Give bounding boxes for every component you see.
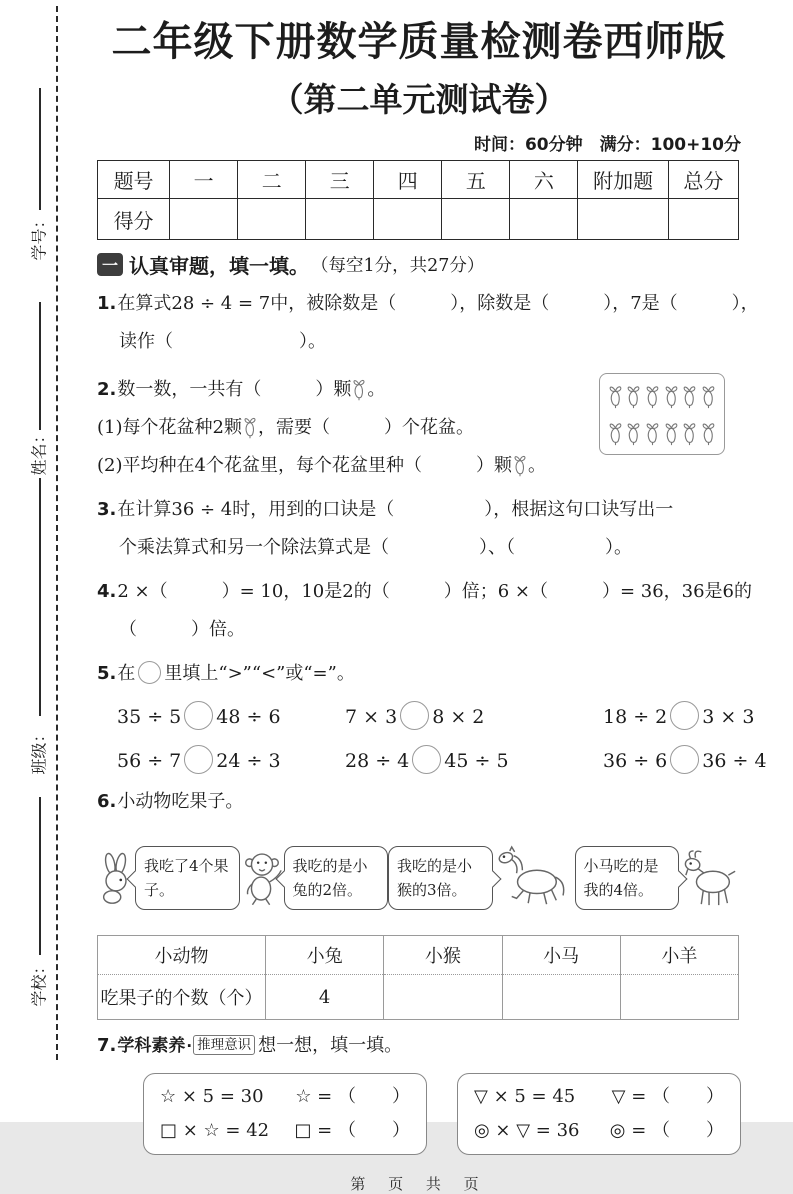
comparison-circle (412, 745, 441, 774)
score-col-header: 四 (374, 161, 442, 199)
radish-icon (664, 420, 679, 446)
radish-icon (626, 420, 641, 446)
q2-sub2-end: 。 (527, 455, 546, 476)
animal-table-header: 小动物 (98, 936, 266, 975)
score-table (97, 160, 739, 240)
q6-animal-table (97, 935, 739, 1020)
q5-expression: 35 ÷ 5 (117, 706, 182, 728)
comparison-item (117, 701, 345, 733)
q5-number: 5. (97, 663, 117, 684)
comparison-circle (670, 745, 699, 774)
page-title: 二年级下册数学质量检测卷西师版 (111, 19, 727, 65)
q3-line2: 个乘法算式和另一个除法算式是（ ）、（ ）。 (119, 537, 632, 558)
score-cell (306, 199, 374, 240)
equation-text: ◎ × ▽ = 36 (474, 1120, 580, 1141)
score-cell (668, 199, 738, 240)
animal-table-cell (502, 975, 620, 1020)
q7-badge-tag: 推理意识 (193, 1035, 255, 1055)
q2-sub2: (2)平均种在4个花盆里，每个花盆里种（ ）颗 (97, 455, 512, 476)
radish-icon (608, 383, 623, 409)
comparison-circle (184, 745, 213, 774)
score-cell (442, 199, 510, 240)
score-col-header: 一 (170, 161, 238, 199)
score-cell (170, 199, 238, 240)
q5-expression: 28 ÷ 4 (345, 750, 410, 772)
q1-line1: 在算式28 ÷ 4 = 7中，被除数是（ ），除数是（ ），7是（ ）， (117, 293, 759, 314)
radish-icon (682, 420, 697, 446)
q5-expression: 18 ÷ 2 (603, 706, 668, 728)
answer-blank: □ = （ ） (294, 1120, 410, 1141)
question-7 (97, 1026, 741, 1155)
q5-comparison-grid (97, 701, 767, 777)
answer-blank: ◎ = （ ） (609, 1120, 724, 1141)
answer-blank: ☆ = （ ） (295, 1086, 410, 1107)
equation-text: ☆ × 5 = 30 (160, 1086, 264, 1107)
q5-expression: 45 ÷ 5 (444, 750, 509, 772)
q1-number: 1. (97, 293, 117, 314)
comparison-item (603, 745, 767, 777)
horse-icon (493, 847, 575, 909)
comparison-item (117, 745, 345, 777)
q5-title-pre: 在 (117, 663, 136, 684)
q5-expression: 48 ÷ 6 (216, 706, 281, 728)
speech-bubble-goat: 小马吃的是我的4倍。 (575, 846, 680, 910)
sidebar-label-student-id: 学号： (29, 212, 49, 261)
q4-line1: 2 ×（ ）= 10，10是2的（ ）倍；6 ×（ ）= 36，36是6的 (117, 581, 753, 602)
q2-intro: 数一数，一共有（ ）颗 (117, 379, 352, 400)
q5-expression: 7 × 3 (345, 706, 398, 728)
q5-title-post: 里填上“>”“<”或“=”。 (164, 663, 355, 684)
speech-bubble-rabbit: 我吃了4个果子。 (135, 846, 240, 910)
equation-box-a (143, 1073, 427, 1155)
score-corner: 题号 (98, 161, 170, 199)
animal-table-header: 小羊 (620, 936, 738, 975)
score-col-header: 三 (306, 161, 374, 199)
radish-icon (701, 420, 716, 446)
q1-line2: 读作（ ）。 (119, 331, 326, 352)
q7-badge-dot: · (186, 1037, 193, 1055)
score-col-header: 五 (442, 161, 510, 199)
sidebar-blank-line (39, 302, 41, 430)
section-one-icon: 一 (97, 253, 123, 276)
score-col-header: 二 (238, 161, 306, 199)
comparison-circle (400, 701, 429, 730)
q5-expression: 8 × 2 (432, 706, 485, 728)
cut-line (56, 6, 58, 1060)
radish-icon (682, 383, 697, 409)
equation-box-b (457, 1073, 741, 1155)
animal-table-header: 小马 (502, 936, 620, 975)
q3-number: 3. (97, 499, 117, 520)
q6-animal-row (97, 831, 741, 925)
sidebar-blank-line (39, 797, 41, 955)
radish-icon (664, 383, 679, 409)
animal-table-cell: 4 (266, 975, 384, 1020)
question-5 (97, 655, 767, 777)
exam-info: 时间：60分钟 满分：100+10分 (473, 135, 741, 155)
score-cell (510, 199, 578, 240)
question-4 (97, 573, 753, 649)
q4-number: 4. (97, 581, 117, 602)
score-col-header: 总分 (668, 161, 738, 199)
section-one-title: 认真审题，填一填。 (129, 254, 309, 278)
q2-intro-end: 。 (367, 379, 386, 400)
q5-expression: 36 ÷ 6 (603, 750, 668, 772)
comparison-item (345, 701, 603, 733)
answer-blank: ▽ = （ ） (611, 1086, 724, 1107)
comparison-item (603, 701, 767, 733)
question-1 (97, 285, 759, 361)
animal-table-cell (620, 975, 738, 1020)
comparison-circle (184, 701, 213, 730)
q3-line1: 在计算36 ÷ 4时，用到的口诀是（ ），根据这句口诀写出一 (117, 499, 674, 520)
equation-text: ▽ × 5 = 45 (474, 1086, 576, 1107)
comparison-circle (138, 661, 161, 684)
radish-box (599, 373, 725, 455)
goat-icon (679, 849, 741, 907)
radish-icon (243, 416, 257, 438)
score-col-header: 附加题 (578, 161, 668, 199)
score-cell (578, 199, 668, 240)
page-subtitle: （第二单元测试卷） (270, 80, 568, 119)
score-cell (374, 199, 442, 240)
q6-title: 小动物吃果子。 (117, 791, 244, 812)
q7-boxes (143, 1073, 741, 1155)
question-6 (97, 783, 741, 1020)
radish-icon (645, 420, 660, 446)
sidebar-blank-line (39, 88, 41, 210)
speech-bubble-monkey: 我吃的是小兔的2倍。 (284, 846, 389, 910)
score-row-label: 得分 (98, 199, 170, 240)
score-cell (238, 199, 306, 240)
question-2 (97, 371, 741, 485)
sidebar-blank-line (39, 478, 41, 716)
q5-expression: 3 × 3 (702, 706, 755, 728)
comparison-item (345, 745, 603, 777)
section-one-note: （每空1分，共27分） (311, 256, 485, 276)
q2-sub1-end: ，需要（ ）个花盆。 (257, 417, 474, 438)
q7-title: 想一想，填一填。 (258, 1035, 403, 1056)
q4-line2: （ ）倍。 (119, 619, 245, 640)
sidebar-label-name: 姓名： (29, 427, 49, 476)
q7-number: 7. (97, 1035, 117, 1056)
sidebar-label-school: 学校： (29, 958, 49, 1007)
animal-table-cell (384, 975, 502, 1020)
equation-text: □ × ☆ = 42 (160, 1120, 270, 1141)
q5-expression: 24 ÷ 3 (216, 750, 281, 772)
score-col-header: 六 (510, 161, 578, 199)
radish-icon (513, 454, 527, 476)
q5-expression: 36 ÷ 4 (702, 750, 767, 772)
section-one-header (97, 250, 741, 279)
q6-number: 6. (97, 791, 117, 812)
radish-icon (608, 420, 623, 446)
sidebar-label-class: 班级： (29, 726, 49, 775)
page-footer: 第 页 共 页 (350, 1175, 488, 1193)
animal-table-header: 小猴 (384, 936, 502, 975)
q7-badge-bold: 学科素养 (117, 1036, 186, 1056)
q2-sub1: (1)每个花盆种2颗 (97, 417, 242, 438)
radish-icon (626, 383, 641, 409)
radish-icon (352, 378, 366, 400)
q5-expression: 56 ÷ 7 (117, 750, 182, 772)
animal-table-row-label: 吃果子的个数（个） (98, 975, 266, 1020)
animal-table-header: 小兔 (266, 936, 384, 975)
question-3 (97, 491, 741, 567)
q2-number: 2. (97, 379, 117, 400)
comparison-circle (670, 701, 699, 730)
radish-icon (645, 383, 660, 409)
radish-icon (701, 383, 716, 409)
speech-bubble-horse: 我吃的是小猴的3倍。 (388, 846, 493, 910)
